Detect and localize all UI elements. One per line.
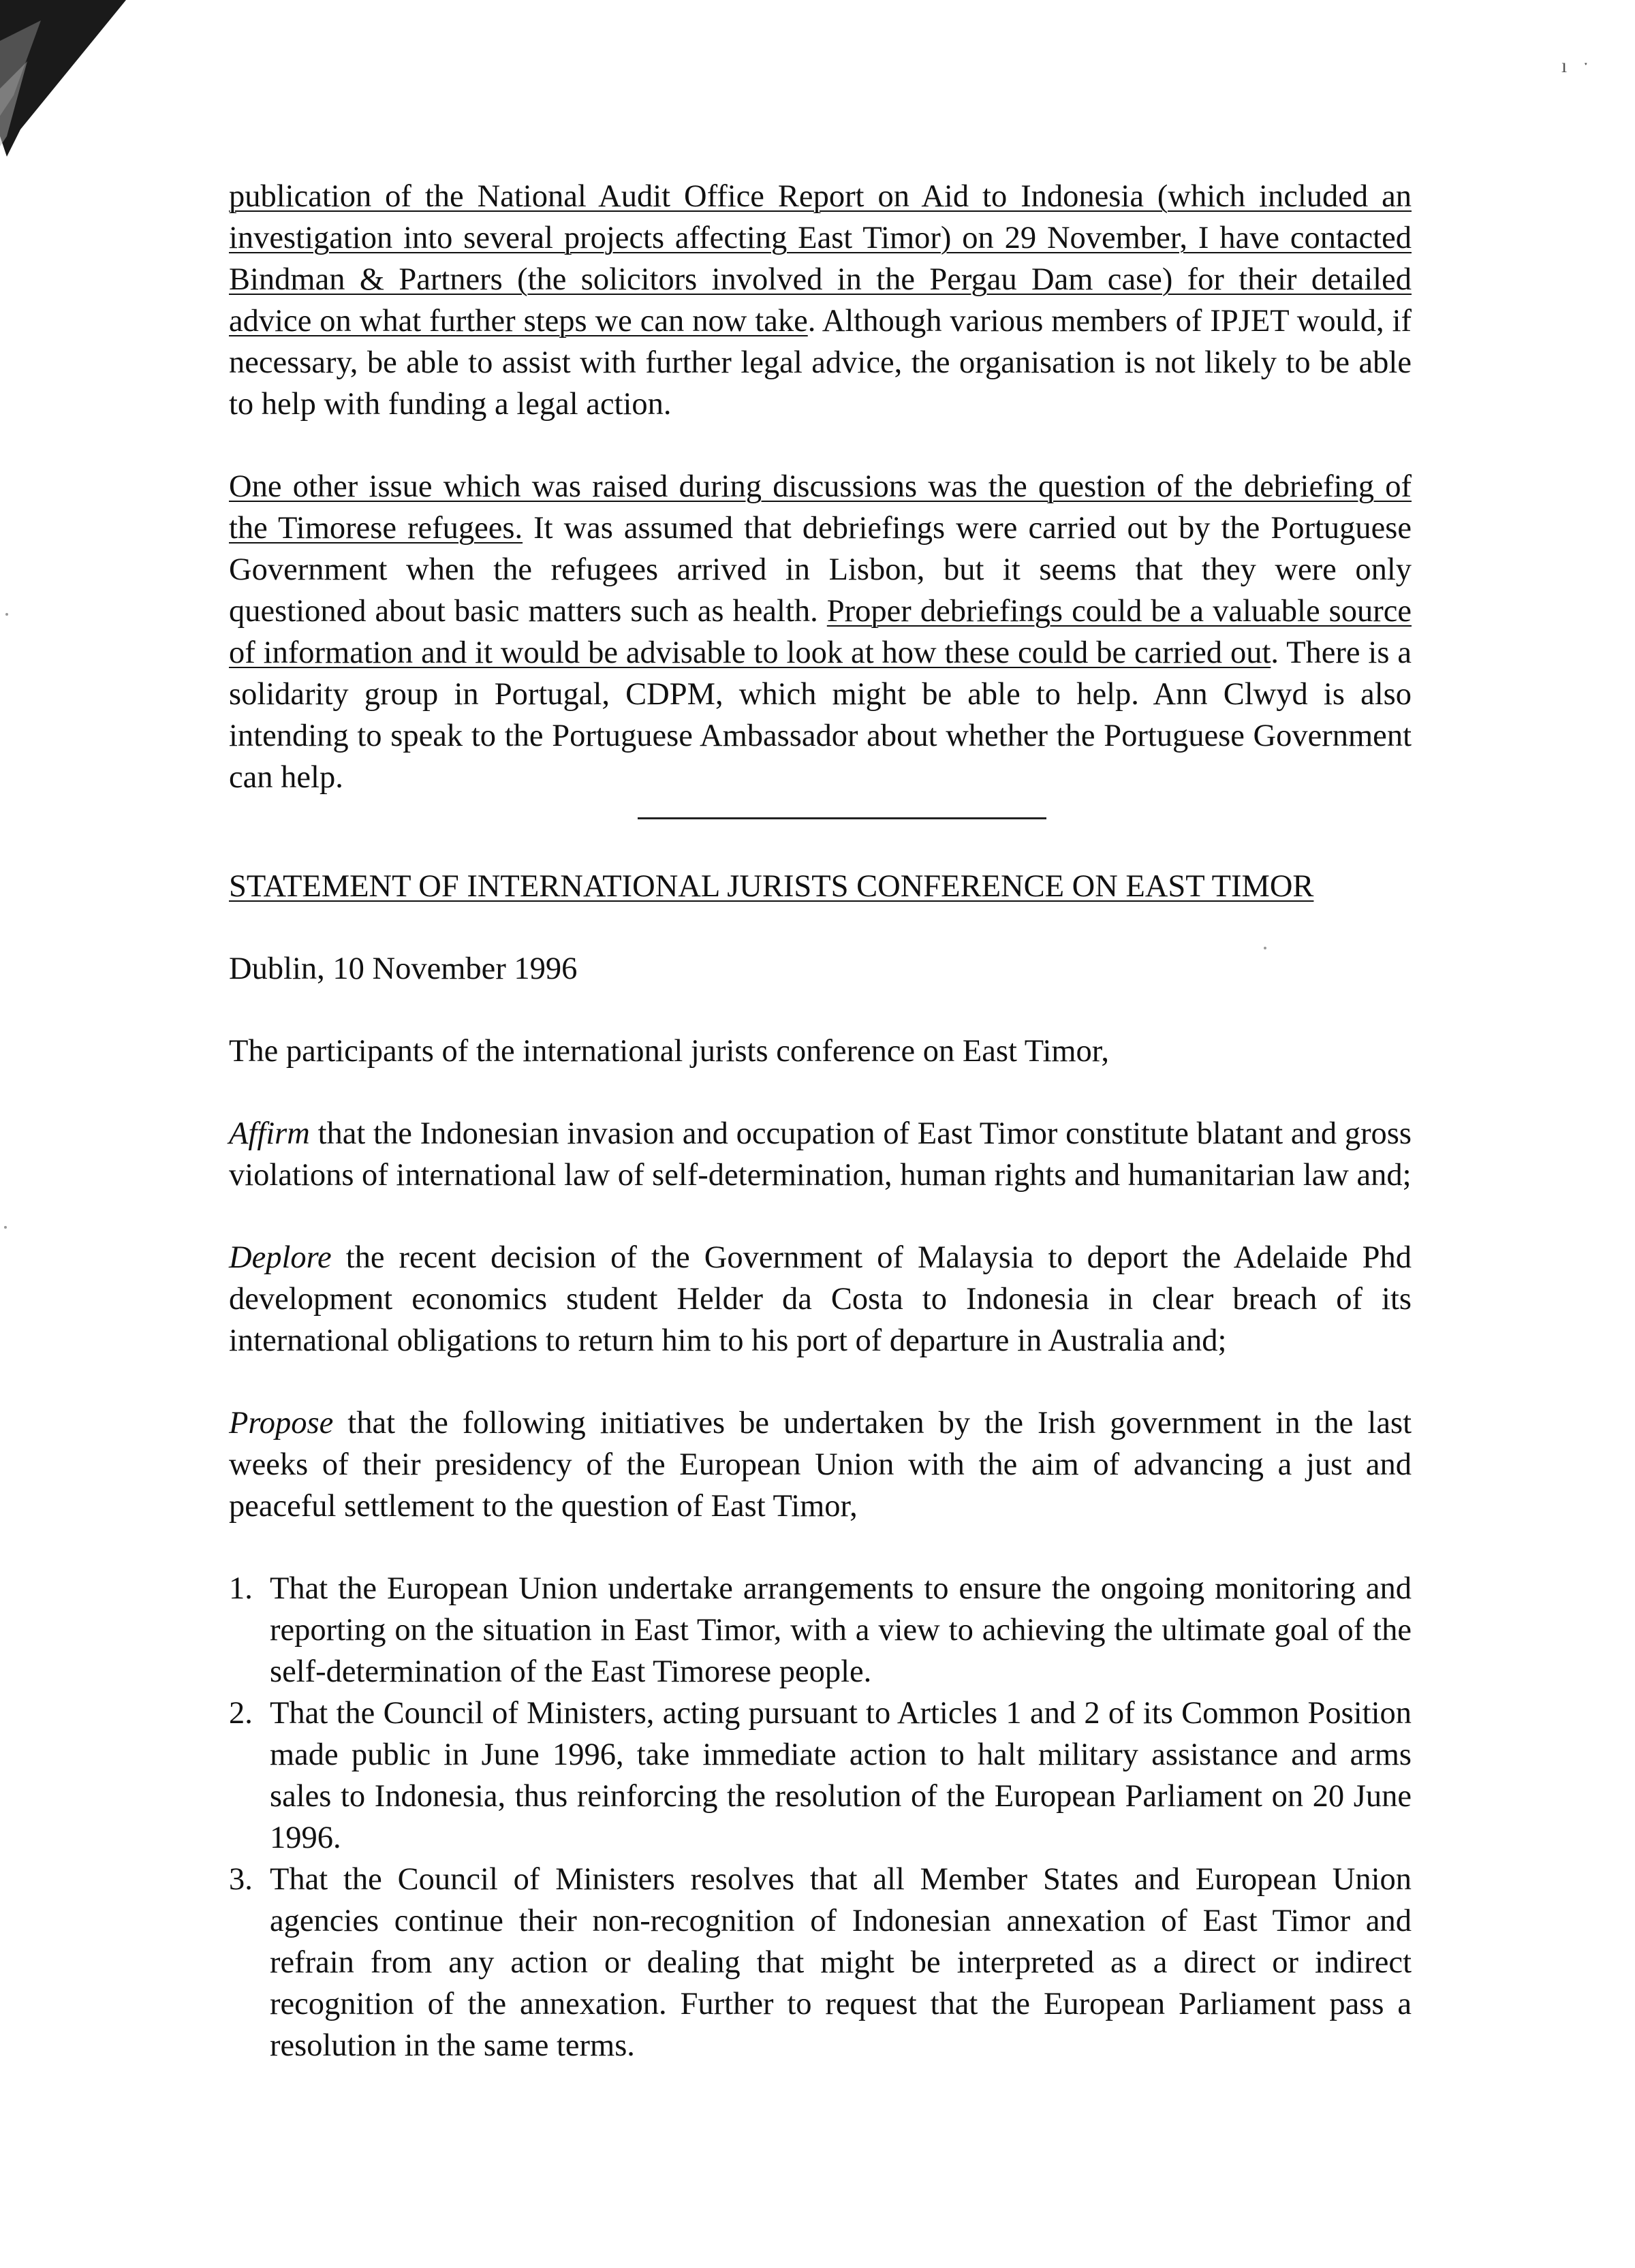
statement-deplore <box>229 1237 1412 1361</box>
list-item-text: That the Council of Ministers, acting pursuant to Articles 1 and 2 of its Common Position made public in June 1996, take immediate action to halt military assistance and arms sales to Indonesia, thus reinforcing the resolution of the European Parliament on 20 June 1996. <box>270 1696 1412 1855</box>
paragraph-debriefing <box>229 466 1412 798</box>
scan-speck <box>1264 947 1266 949</box>
propose-text: that the following initiatives be undertaken by the Irish government in the last weeks of their presidency of the European Union with the aim of advancing a just and peaceful settlement to the question of East Timor, <box>229 1406 1412 1524</box>
list-item-number: 2. <box>229 1696 253 1731</box>
statement-affirm <box>229 1113 1412 1196</box>
document-body <box>229 176 1412 2066</box>
list-item <box>229 1692 1412 1859</box>
statement-place-date: Dublin, 10 November 1996 <box>229 951 578 986</box>
underlined-text: Proper debriefings could be a valuable source of information and it would be advisable to look at how these could be carried out <box>229 594 1412 670</box>
list-item <box>229 1859 1412 2066</box>
list-item-text: That the Council of Ministers resolves that all Member States and European Union agencies continue their non-recognition of Indonesian annexation of East Timor and refrain from any action or dealing that might be interpreted as a direct or indirect recognition of the annexation. Further to request that the European Parliament pass a resolution in the same terms. <box>270 1862 1412 2063</box>
plain-text: It was assumed that debriefings were carried out by the Portuguese Government when the refugees arrived in Lisbon, but it seems that they were only questioned about basic matters such as health. <box>229 511 1412 629</box>
affirm-text: that the Indonesian invasion and occupation of East Timor constitute blatant and gross violations of international law of self-determination, human rights and humanitarian law and; <box>229 1116 1412 1193</box>
list-item-number: 3. <box>229 1862 253 1897</box>
deplore-word: Deplore <box>229 1240 332 1275</box>
initiatives-list <box>229 1568 1412 2066</box>
scan-speck <box>5 613 8 616</box>
plain-text: . Although various members of IPJET would, if necessary, be able to assist with further legal advice, the organisation is not likely to be able to help with funding a legal action. <box>229 304 1412 422</box>
affirm-word: Affirm <box>229 1116 310 1151</box>
scan-speck <box>4 1226 7 1229</box>
deplore-text: the recent decision of the Government of Malaysia to deport the Adelaide Phd development economics student Helder da Costa to Indonesia in clear breach of its international obligations to return him to his port of departure in Australia and; <box>229 1240 1412 1358</box>
underlined-text: One other issue which was raised during discussions was the question of the debriefing of the Timorese refugees. <box>229 469 1412 546</box>
scan-corner-fold-icon <box>0 0 129 163</box>
statement-propose <box>229 1402 1412 1527</box>
underlined-text: publication of the National Audit Office Report on Aid to Indonesia (which included an investigation into several projects affecting East Timor) on 29 November, I have contacted Bindman & Partners (the solicitors involved in the Pergau Dam case) for their detailed advice on what further steps we can now take <box>229 179 1412 338</box>
paragraph-audit-report <box>229 176 1412 425</box>
propose-word: Propose <box>229 1406 334 1440</box>
statement-title: STATEMENT OF INTERNATIONAL JURISTS CONFERENCE ON EAST TIMOR <box>229 869 1314 904</box>
plain-text: . There is a solidarity group in Portugal, CDPM, which might be able to help. Ann Clwyd is also intending to speak to the Portuguese Ambassador about whether the Portuguese Government can help. <box>229 635 1412 795</box>
list-item-number: 1. <box>229 1571 253 1606</box>
margin-marks: ı ˑ <box>1561 54 1594 77</box>
list-item-text: That the European Union undertake arrangements to ensure the ongoing monitoring and reporting on the situation in East Timor, with a view to achieving the ultimate goal of the self-determination of the East Timorese people. <box>270 1571 1412 1689</box>
list-item <box>229 1568 1412 1692</box>
statement-intro: The participants of the international jurists conference on East Timor, <box>229 1034 1110 1069</box>
